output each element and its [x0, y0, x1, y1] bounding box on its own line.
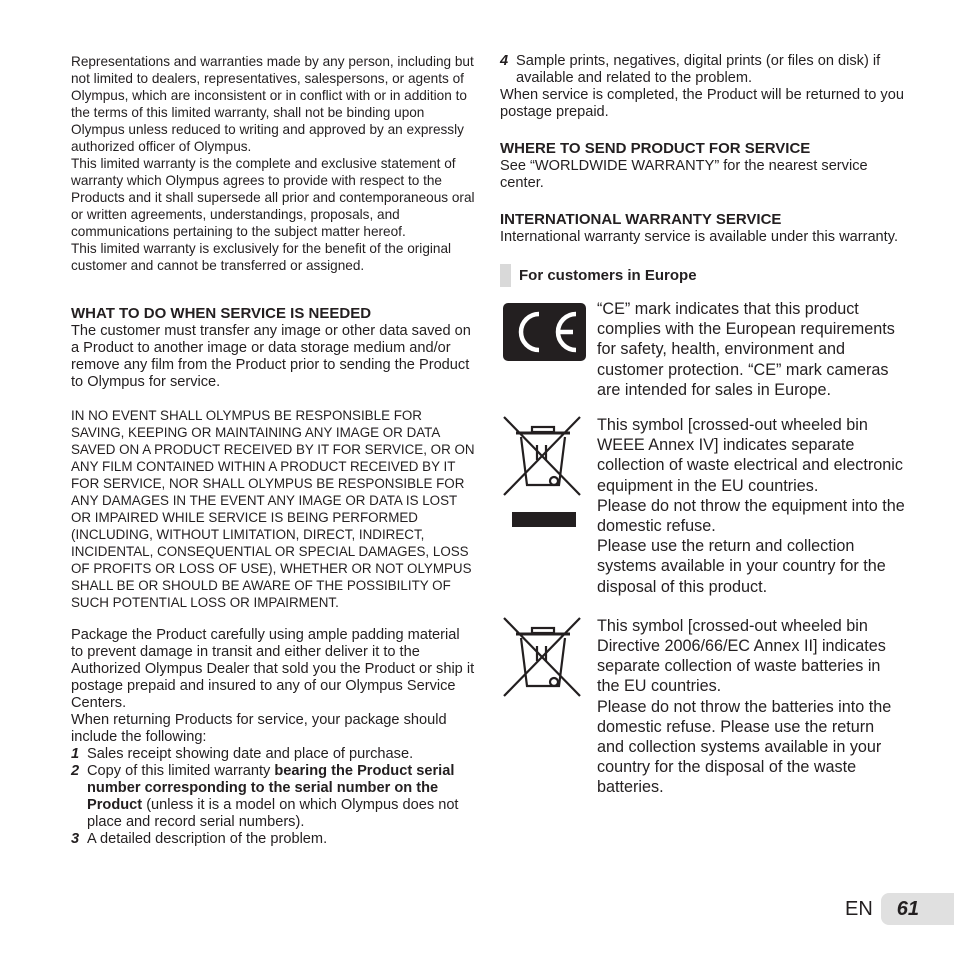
list-text-2-pre: Copy of this limited warranty	[87, 763, 275, 779]
list-text-2-bold: bearing the Product serial number corresponding to the serial number on the Product	[87, 763, 455, 813]
warranty-intro-paragraph-3: This limited warranty is exclusively for the benefit of the original customer and cannot be transferred or assigned.	[71, 241, 452, 273]
ce-mark-icon	[500, 299, 597, 400]
where-to-send-paragraph: See “WORLDWIDE WARRANTY” for the nearest service center.	[500, 158, 868, 191]
international-service-paragraph: International warranty service is available under this warranty.	[500, 229, 898, 245]
list-number-2: 2	[71, 763, 80, 779]
battery-text-2: Please do not throw the batteries into the domestic refuse. Please use the return and collection systems available in your country for the disposal of the waste batteries.	[597, 697, 892, 797]
warranty-intro-paragraph-1: Representations and warranties made by any person, including but not limited to dealers, representatives, salespersons, or agents of Olympus, which are inconsistent or in conflict with or in addition to the terms of this limited warranty, shall not be binding upon Olympus unless reduced to writing and approved by an expressly authorized officer of Olympus.	[71, 54, 474, 154]
list-text-1: Sales receipt showing date and place of purchase.	[87, 746, 414, 762]
weee-text-block	[597, 415, 905, 597]
page-number: 61	[881, 893, 954, 925]
weee-section	[500, 415, 905, 597]
left-column	[71, 53, 475, 848]
list-item-2	[71, 763, 475, 831]
list-item-4	[500, 53, 905, 87]
weee-text-2: Please do not throw the equipment into the domestic refuse.	[597, 496, 905, 536]
battery-text-block	[597, 616, 905, 798]
list-item-3	[71, 831, 475, 848]
liability-disclaimer: IN NO EVENT SHALL OLYMPUS BE RESPONSIBLE FOR SAVING, KEEPING OR MAINTAINING ANY IMAGE OR DATA SAVED ON A PRODUCT RECEIVED BY IT FOR SERVICE, OR ON ANY FILM CONTAINED WITHIN A PRODUCT RECEIVED BY IT FOR SERVICE, NOR SHALL OLYMPUS BE RESPONSIBLE FOR ANY DAMAGES IN THE EVENT ANY IMAGE OR DATA IS LOST OR IMPAIRED WHILE SERVICE IS BEING PERFORMED (INCLUDING, WITHOUT LIMITATION, DIRECT, INDIRECT, INCIDENTAL, CONSEQUENTIAL OR SPECIAL DAMAGES, LOSS OF PROFITS OR LOSS OF USE), WHETHER OR NOT OLYMPUS SHALL BE OR SHOULD BE AWARE OF THE POSSIBILITY OF SUCH POTENTIAL LOSS OR IMPAIRMENT.	[71, 408, 475, 610]
subheading-bar	[500, 264, 511, 287]
europe-subheading	[500, 264, 905, 287]
ce-mark-text: “CE” mark indicates that this product complies with the European requirements for safety, health, environment and customer protection. “CE” mark cameras are intended for sales in Europe.	[597, 300, 895, 399]
list-text-3: A detailed description of the problem.	[87, 831, 328, 847]
service-paragraph: The customer must transfer any image or other data saved on a Product to another image or data storage medium and/or remove any film from the Product prior to sending the Product to Olympus for service.	[71, 323, 471, 390]
list-item-1	[71, 746, 475, 763]
service-completed-paragraph: When service is completed, the Product will be returned to you postage prepaid.	[500, 87, 904, 120]
weee-text-3: Please use the return and collection systems available in your country for the disposal of this product.	[597, 537, 886, 596]
returning-paragraph: When returning Products for service, your package should include the following:	[71, 712, 447, 745]
where-to-send-heading: WHERE TO SEND PRODUCT FOR SERVICE	[500, 140, 811, 157]
international-service-heading: INTERNATIONAL WARRANTY SERVICE	[500, 211, 782, 228]
right-column	[500, 53, 905, 798]
package-paragraph: Package the Product carefully using ample padding material to prevent damage in transit and either deliver it to the Authorized Olympus Dealer that sold you the Product or ship it postage prepaid and insured to any of our Olympus Service Centers.	[71, 627, 475, 711]
list-number-3: 3	[71, 831, 80, 847]
list-text-4: Sample prints, negatives, digital prints (or files on disk) if available and related to the problem.	[516, 53, 881, 86]
weee-bin-icon	[500, 415, 597, 597]
list-number-4: 4	[500, 53, 509, 69]
warranty-intro-paragraph-2: This limited warranty is the complete and exclusive statement of warranty which Olympus agrees to provide with respect to the Products and it shall supersede all prior and contemporaneous oral or written agreements, understandings, proposals, and communications pertaining to the subject matter hereof.	[71, 156, 475, 239]
battery-section	[500, 616, 905, 798]
list-text-2-post: (unless it is a model on which Olympus does not place and record serial numbers).	[87, 797, 459, 830]
battery-bin-icon	[500, 616, 597, 798]
page-footer	[845, 893, 954, 925]
list-text-2	[87, 763, 475, 831]
ce-mark-section	[500, 299, 905, 400]
service-heading: WHAT TO DO WHEN SERVICE IS NEEDED	[71, 305, 372, 322]
list-number-1: 1	[71, 746, 80, 762]
weee-text-1: This symbol [crossed-out wheeled bin WEEE Annex IV] indicates separate collection of waste electrical and electronic equipment in the EU countries.	[597, 416, 903, 495]
language-code: EN	[845, 897, 873, 920]
battery-text-1: This symbol [crossed-out wheeled bin Directive 2006/66/EC Annex II] indicates separate collection of waste batteries in the EU countries.	[597, 616, 886, 696]
europe-subheading-label: For customers in Europe	[519, 267, 697, 284]
